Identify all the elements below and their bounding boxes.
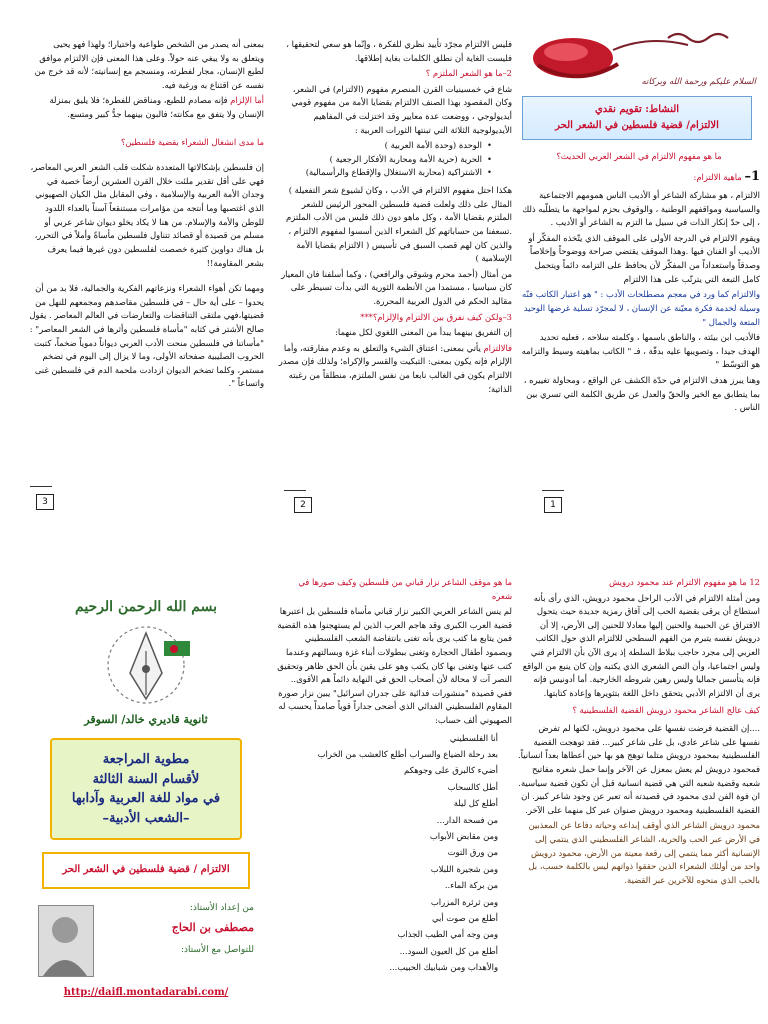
teacher-name: مصطفى بن الحاج <box>171 921 254 935</box>
divider <box>542 490 564 491</box>
cover-page <box>28 576 264 1024</box>
paragraph: فليس الالتزام مجرّد تأييد نظري للفكرة ، وإنّما هو سعي لتحقيقها ، فليست الغاية أن نطلق الكلمات بغاية إطلاقها. <box>286 39 512 63</box>
poem-line: ومن وجه أمي الطيب الجذاب <box>397 929 498 940</box>
paragraph: شاع في خمسينيات القرن المنصرم مفهوم (الالتزام) في الشعر، وكان المقصود بهذا الصنف الالتزام بقضايا الأمة من مفهوم قومي أيديولوجي ، ووضعت عدة معايير وقد اختزلت في المفاهيم الأيديولوجية الثلاثة التي تبنتها الثورات العربية : <box>291 83 512 135</box>
poem-line: ومن شجيرة اللبلاب <box>430 863 498 874</box>
list-item: • الوحدة (وحدة الأمة العربية ) <box>276 139 492 153</box>
forum-link[interactable]: http://daifl.montadarabi.com/ <box>63 986 229 998</box>
poem-line: من بركة الماء.. <box>444 880 498 891</box>
section-number: 1– <box>744 168 760 184</box>
author-block <box>38 901 254 991</box>
list-item: • الاشتراكية (محاربة الاستغلال والإقطاع والرأسمالية) <box>276 166 492 180</box>
principles-list <box>276 139 492 180</box>
highlighted-paragraph: محمود درويش الشاعر الذي أوقف إبداعه وحياته دفاعا عن المعذبين في الأرض عبر الحب والحرية، الشاعر الفلسطيني الذي ينتمي إلى الإنسانية أكثر مما ينتمي إلى رقعة معينة من الأرض، محمود درويش واحد من أولئك الشعراء الذين حققوا ذواتهم ليس بالكلمة حسب، بل بالحب الذي منحوه للآخرين عبر القضية. <box>528 820 760 885</box>
question-1: ما هو مفهوم الالتزام في الشعر العربي الحديث؟ <box>556 151 722 162</box>
cover-line: لأقسام السنة الثالثة <box>92 771 200 787</box>
page-2 <box>276 38 512 508</box>
paragraph: بمعنى أنه يصدر من الشخص طواعية واختيارا؛ ولهذا فهو يحيى ويتعلق به ولا يبغي عنه حولاً. وعلى هذا المعنى فإن الالتزام موافق لطبع الإنسان، مجار لفطرته، ومنسجم مع إنسانيته؛ لأنه قد خرج من نفسه عن اقتناع به ورغبة فيه. <box>34 39 264 90</box>
divider <box>30 486 52 487</box>
pen-emblem <box>28 621 264 709</box>
paragraph: لم ينس الشاعر العربي الكبير نزار قباني مأساة فلسطين بل اعتبرها قضية العرب الكبرى وقد هاجم العرب الذين لم يستهجنوا هذه القضية فمن يتابع ما كتب يرى بأنه تغنى بانتفاضة الشعب الفلسطيني وبصمود أطفال الحجارة وتغنى ببطولات أبناء غزة وبسالتهم وعندما كتب عنها وتغنى بها كان يكتب وهو على يقين بأن الحق ظاهر وتحقيق النصر آت لا محالة لأن أصحاب الحق في النهاية دائماً هم الأقوى.. ففي قصيدة "منشورات فدائية على جدران اسرائيل" يبين نزار صورة المقاوم الفلسطيني الفدائي الذي أضحى جداراً قوياً صامداً يحسب له الصهيوني ألف حساب: <box>277 606 512 726</box>
poem-line: أطلع من كل العيون السود... <box>399 945 498 956</box>
cover-line: مطوية المراجعة <box>102 752 190 768</box>
paragraph <box>276 342 512 396</box>
question-3: 3–ولكن كيف نفرق بين الالتزام والإلزام؟*** <box>360 311 512 322</box>
list-item: • الحرية (حرية الأمة ومحاربة الأفكار الرجعية ) <box>276 153 492 167</box>
poem-line: ومن مقابض الأبواب <box>429 831 498 842</box>
question: ما مدى انشغال الشعراء بقضية فلسطين؟ <box>120 136 264 147</box>
contact-label: للتواصل مع الأستاذ: <box>180 945 254 956</box>
page-1 <box>518 20 760 520</box>
poem-line: أنا الفلسطيني <box>449 732 498 743</box>
poem-line: أطل كالسحاب <box>447 781 498 792</box>
person-avatar-icon <box>37 906 93 978</box>
paragraph: هكذا احتل مفهوم الالتزام في الأدب ، وكان لشيوع شعر التفعيلة ) المثال على ذلك ولعلت قضية فلسطين المحور الرئيس للشعر الملتزم بقضايا الأمة ، وكل ماهو دون ذلك فليس من الأدب الملتزم .تسعفنا من حساباتهم كل الشعراء الذين أسسوا لمفهوم الالتزام ، والذين كان لهم قصب السبق في تأسيس ( الالتزام بقضايا الأمة الإسلامية ) <box>286 185 512 264</box>
pen-nib-icon <box>86 621 206 709</box>
paragraph: إن فلسطين بإشكالاتها المتعددة شكلت قلب الشعر العربي المعاصر، فهي على أقل تقدير ملئت خلال القرن العشرين أرضاً خصبة في وجدان الأمة العربية والإسلامية ، وفي المقابل مثل الكيان الصهيوني الذي اغتصبها وما أنتجه من مؤامرات مستنقعاً آسناً بالعداء اللدود للوطن والأمة والإسلام. من هنا لا يكاد يخلو ديوان شاعر عربي أو مسلم من قصيدة أو قصائد تتناول فلسطين مأساةً وأملاً في التحرر، بل هناك دواوين كثيرة خصصت لفلسطين دون غيرها فيما يعرف بشعر المقاومة!! <box>30 162 264 268</box>
greeting-caption: السلام عليكم ورحمة الله وبركاته <box>641 77 756 88</box>
prepared-by-label: من إعداد الأستاذ: <box>189 902 254 913</box>
divider <box>284 490 306 491</box>
poem-line: أطلع كل ليلة <box>453 798 498 809</box>
paragraph: ومن أمثلة الالتزام في الأدب الراحل محمود درويش، الذي رأى بأنه استطاع أن يرقى بقضية الحب إلى آفاق رمزية جديدة حيث يتحول الافتراق عن الحبيبة والحنين إليها معادلا للحنين إلى الأرض، إلا أن درويش نفسه يتبرم من الفهم السطحي للالتزام الذي حول الكاتب العربي إلى مجرد حاجب ببلاط السلطة إذ يرى الآن بأن الالتزام فني وليس اجتماعيا، وأن النص الشعري الذي يكتبه وإن كان ينبع من الواقع فإنه يتأسس جماليا وليس رهين شروطه الخارجية. أما أدونيس فإنه يرى أن الالتزام الأدبي يتحقق داخل اللغة بتثويرها وإعادة كتابتها. <box>522 592 760 698</box>
definition-paragraph: والالتزام كما ورد في معجم مصطلحات الأدب : " هو اعتبار الكاتب فنّه وسيلة لخدمة فكرة معيّنة عن الإنسان ، لا لمجرّد تسلية غرضها الوحيد المتعة والجمال " <box>522 289 760 327</box>
page-4 <box>518 576 760 1024</box>
cover-box <box>50 738 242 840</box>
cover-line: –الشعب الأدبية– <box>102 810 190 826</box>
paragraph: الالتزام ، هو مشاركة الشاعر أو الأديب الناس همومهم الاجتماعية والسياسية ومواقفهم الوطنية ، والوقوف بحزم لمواجهة ما يتطلّبه ذلك ، إلى حدّ إنكار الذات في سبيل ما التزم به الشاعر أو الأديب . <box>522 190 760 228</box>
paragraph: ....إن القضية فرضت نفسها على محمود درويش، لكنها لم تفرض نفسها على شاعر عادي، بل على شاعر كبير... فقد توهجت القضية الفلسطينية بمحمود درويش متلما توهج هو بها حين أعطاها بعداً انسانياً. فمحمود درويش لم يعش بمعزل عن الآخر وإنما حمل شعره مفاتيح شعبه وقضية شعبه التي هي قضية انسانية قبل أن تكون قضية سياسية. ان فوة الفن لدى محمود في قصيدته أنه تعبر عن وجود شاعر كبير. ان القضية الفلسطينية ومحمود درويش صنوان عبر كل منهما على الآخر. <box>518 723 760 815</box>
question: كيف عالج الشاعر محمود درويش القضية الفلسطينية ؟ <box>572 705 760 716</box>
poem-line: والأهداب ومن شبابيك الحبيب... <box>389 962 498 973</box>
basmala: بسم الله الرحمن الرحيم <box>75 599 217 615</box>
section-title: ماهية الالتزام: <box>693 171 742 182</box>
term: أما الإلزام <box>230 95 264 106</box>
school-name: ثانوية قاديري خالد/ السوقر <box>84 712 208 726</box>
cover-line: في مواد للغة العربية وآدابها <box>71 791 221 807</box>
paragraph: ومهما تكن أهواء الشعراء ونزعاتهم الفكرية والجمالية، فلا بد من أن يحدوا – على أية حال – في فلسطين مقاصدهم ومجمعهم للنهل من قضيتها،فهي ملتقى التناقضات والتعارضات في العالم المعاصر . يقول صالح الأشتر في كتابه "مأساة فلسطين وأثرها في الشعر المعاصر" : "مأساتنا في فلسطين منحت الأدب العربي ديواناً دموياً ضخماً، كتبت الحروب الصليبية صفحاته الأولى، وما لا يزال إلى اليوم في تضخم مستمر، وكلما تضخم الديوان ازدادت ملحمة الدم في فلسطين غنى واتساعاً ". <box>29 283 264 389</box>
page-number: 2 <box>294 497 312 513</box>
poem <box>276 730 512 976</box>
paragraph: وهنا يبرز هدف الالتزام في حدّة الكشف عن الواقع ، ومحاولة تغييره ، بما يتطابق مع الخير والحقّ والعدل عن طريق الكلمة التي تسري بين الناس . <box>523 374 760 413</box>
greeting-logo <box>518 20 760 90</box>
paragraph: ويقوم الالتزام في الدرجة الأولى على الموقف الذي يتّخذه المفكّر أو الأديب أو الفنان فيها .وهذا الموقف يقتضي صراحة ووضوحاً وإخلاصاً وصدقاً واستعداداً من المفكّر لأن يحافظ على التزامه دائماً ويتحمل كامل التبعة التي يترتّب على هذا الالتزام <box>528 232 760 284</box>
section-heading: 12 ما هو مفهوم الالتزام عند محمود درويش <box>608 577 760 587</box>
poem-line: بعد رحلة الضياع والسراب أطلع كالعشب من الخراب <box>317 749 498 760</box>
activity-banner <box>522 96 752 140</box>
section-1-heading <box>518 166 760 187</box>
poem-line: من ورق التوت <box>447 847 498 858</box>
term: فالالتزام <box>483 342 512 353</box>
paragraph-text: فإنه مصادم للطبع، ومناقض للفطرة؛ فلا يليق بمنزلة الإنسان ولا يتفق مع مكانته؛ فالبون بينهما جدُّ كبير ومتسع. <box>49 95 264 120</box>
author-photo <box>38 905 94 977</box>
page-5 <box>276 576 512 1024</box>
paragraph: إن التفريق بينهما يبدأ من المعنى اللغوي لكل منهما: <box>335 327 512 338</box>
paragraph: فالأديب ابن بيئته ، والناطق باسمها ، وكلمته سلاحه ، فعليه تحديد الهدف جيدا ، وتصويبها عليه بدقّة ، فـ " الكاتب بماهيته وسيط والتزامه هو التوسّط " <box>521 332 760 370</box>
page-3 <box>28 38 264 503</box>
poem-line: ومن ثرثرة المزراب <box>430 896 498 907</box>
activity-title: النشاط: تقويم نقدي <box>594 104 680 115</box>
topic-title: الالتزام/ قضية فلسطين في الشعر الحر <box>555 120 719 132</box>
question: ما هو موقف الشاعر نزار قباني من فلسطين وكيف صورها في شعره <box>298 577 512 601</box>
paragraph: من أمثال (أحمد محرم وشوقي والرافعي) ، وكما أسلفنا فان المعيار كان سياسيا ، مستمدا من الأنظمة الثورية التي بدأت تسيطر على مقاليد الحكم في الدول العربية المحررة. <box>281 268 512 306</box>
page-number: 3 <box>36 494 54 510</box>
poem-line: أضيء كالبرق على وجوهكم <box>404 765 498 776</box>
cover-topic: الالتزام / قضية فلسطين في الشعر الحر <box>42 852 250 888</box>
paragraph <box>28 94 264 121</box>
page-number: 1 <box>544 497 562 513</box>
poem-line: من فسحة الدار... <box>436 814 498 825</box>
question-2: 2–ما هو الشعر الملتزم ؟ <box>425 68 512 79</box>
paragraph-text: يأتي بمعنى: اعتناق الشيء والتعلق به وعدم مفارقته، وأما الإلزام فإنه يكون بمعنى: التبكيت والقسر والإكراه؛ ولذلك فإن مصدر الالتزام يكون في الغالب نابعا من نفس الملتزم، منطلقاً من رغبته الذاتية؛ <box>278 342 512 394</box>
poem-line: أطلع من صوت أبي <box>431 913 498 923</box>
